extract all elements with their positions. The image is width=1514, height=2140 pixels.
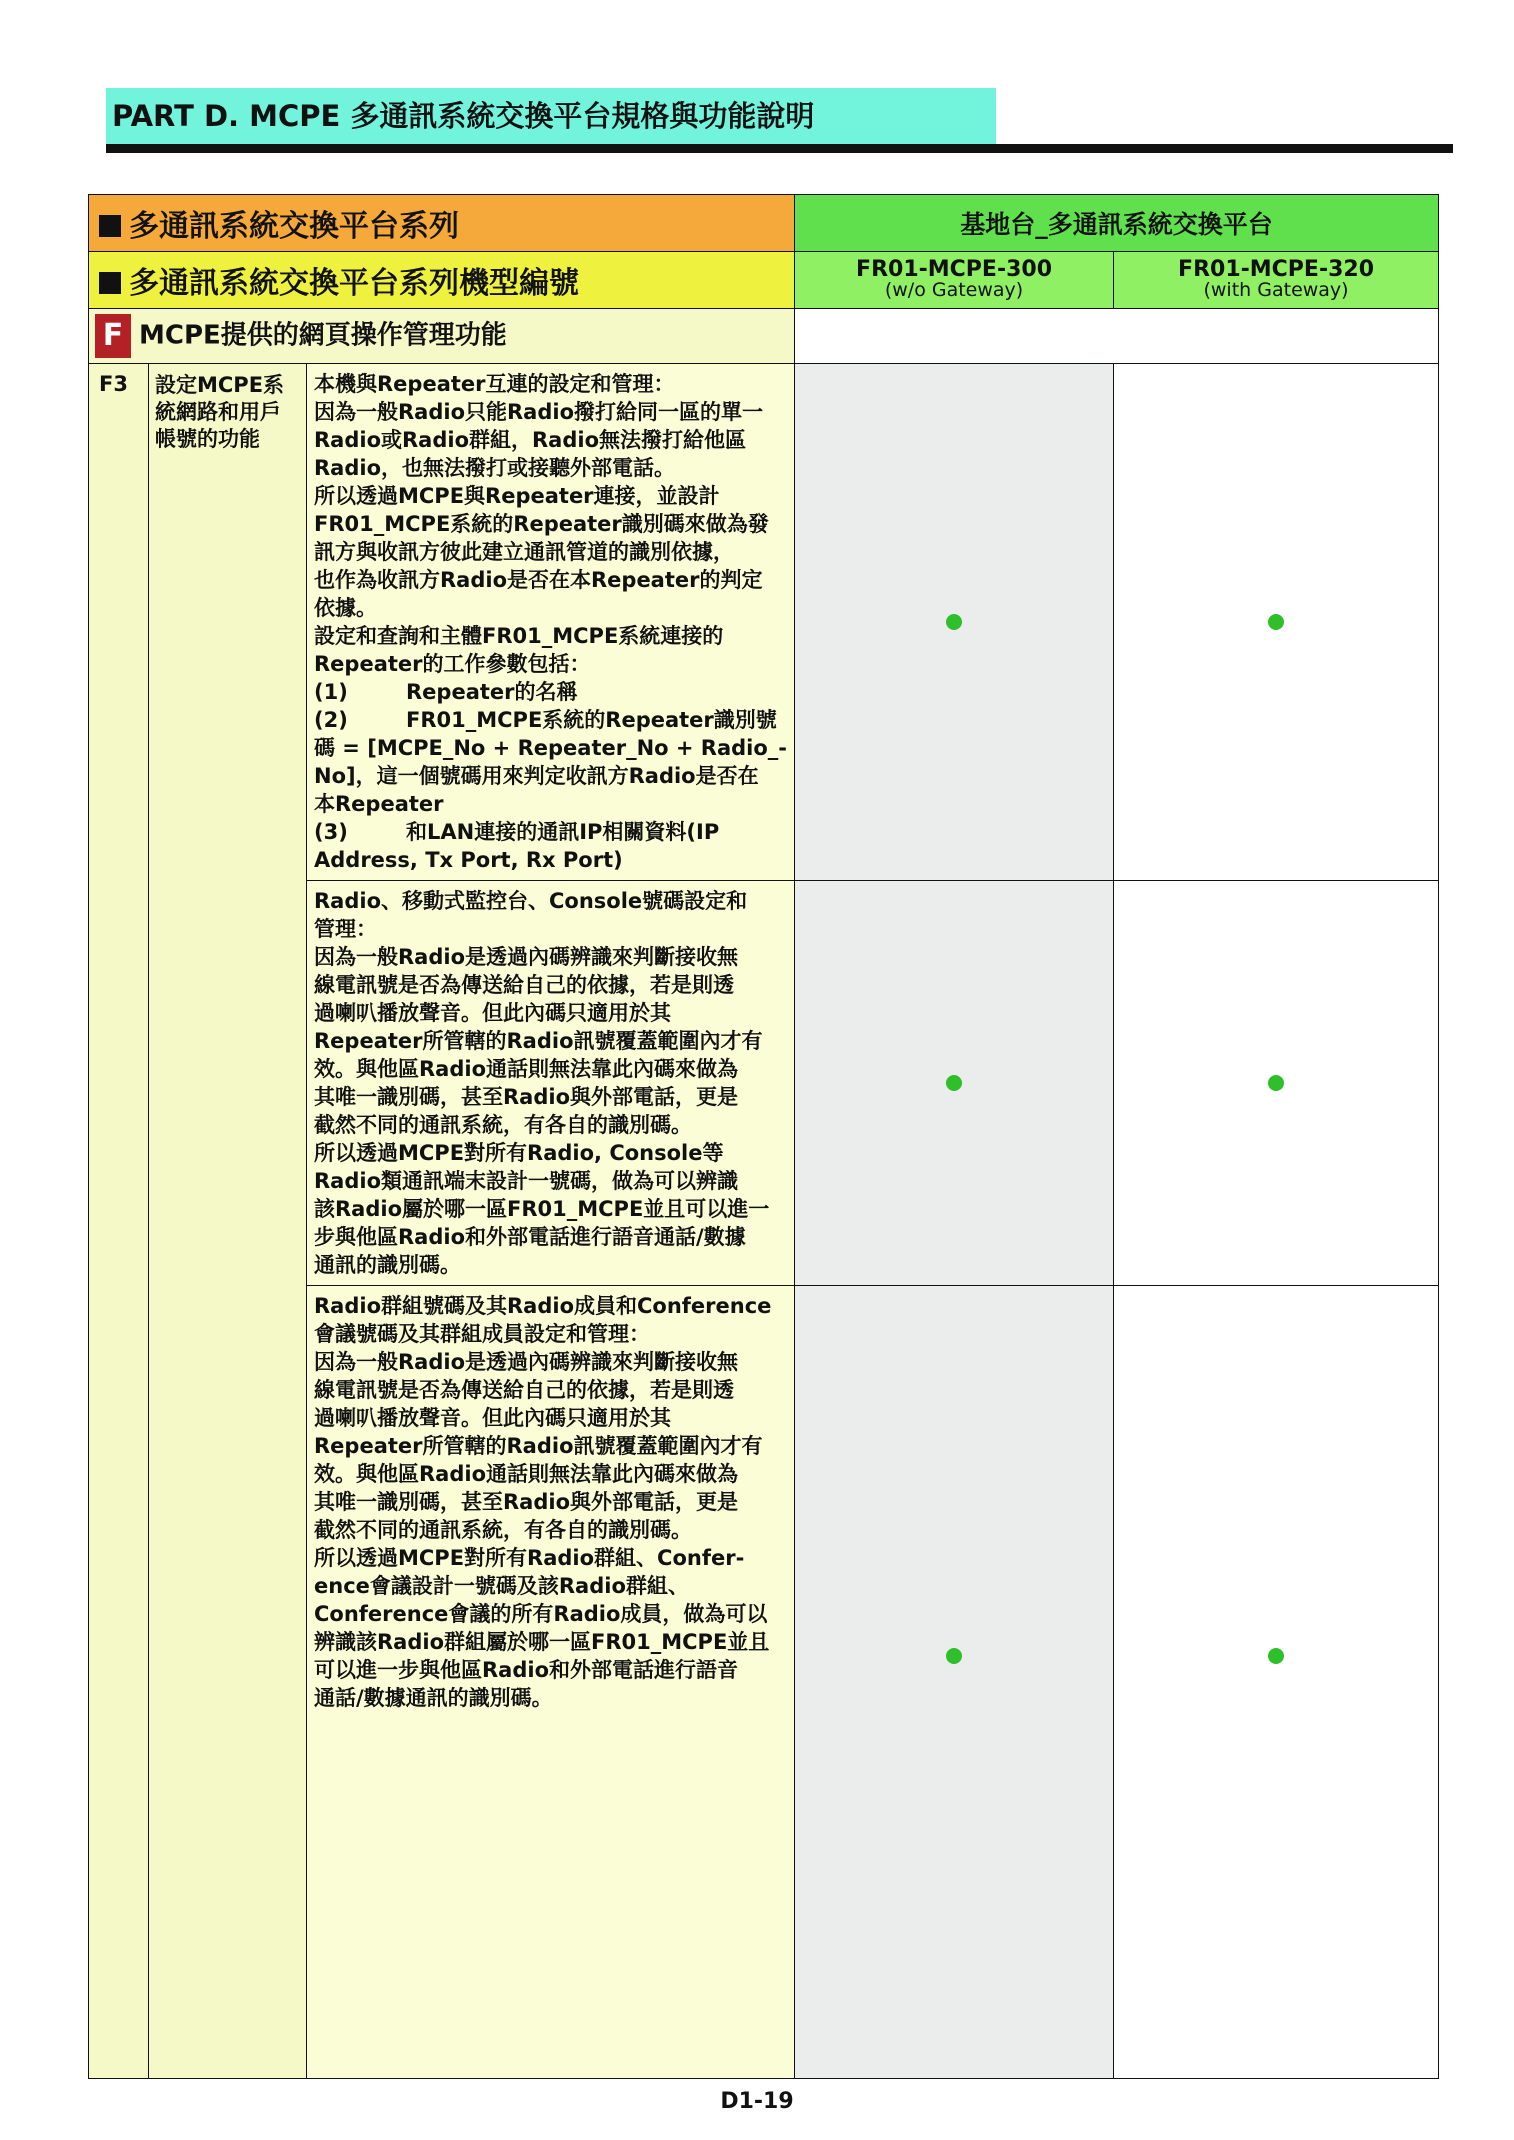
model-header-300 xyxy=(795,252,1114,309)
desc-line: 本機與Repeater互連的設定和管理： xyxy=(314,372,675,396)
list-number: (3) xyxy=(314,820,348,844)
desc-line: 效。與他區Radio通話則無法靠此內碼來做為 xyxy=(314,1462,738,1486)
feature-name-line: 設定MCPE系 xyxy=(155,373,285,397)
list-number: (1) xyxy=(314,680,348,704)
desc-line: Repeater所管轄的Radio訊號覆蓋範圍內才有 xyxy=(314,1029,763,1053)
model-name: FR01-MCPE-300 xyxy=(856,257,1053,282)
feature-description xyxy=(307,881,795,1286)
desc-line: 效。與他區Radio通話則無法靠此內碼來做為 xyxy=(314,1057,738,1081)
page-title: PART D. MCPE 多通訊系統交換平台規格與功能說明 xyxy=(112,99,815,133)
function-cell xyxy=(89,309,795,364)
support-cell-300 xyxy=(795,881,1114,1286)
desc-line: Radio群組號碼及其Radio成員和Conference xyxy=(314,1294,772,1318)
desc-line: 也作為收訊方Radio是否在本Repeater的判定 xyxy=(314,568,763,592)
series-row xyxy=(89,195,1439,252)
model-name: FR01-MCPE-320 xyxy=(1178,257,1375,282)
feature-name-line: 統網路和用戶 xyxy=(155,400,281,424)
supported-dot-icon xyxy=(1268,614,1284,630)
square-bullet-icon xyxy=(99,272,121,294)
desc-line: 會議號碼及其群組成員設定和管理： xyxy=(314,1322,650,1346)
desc-line: 線電訊號是否為傳送給自己的依據，若是則透 xyxy=(314,1378,734,1402)
platform-label: 基地台_多通訊系統交換平台 xyxy=(795,195,1439,252)
desc-line: 碼 = [MCPE_No + Repeater_No + Radio_- xyxy=(314,736,788,760)
desc-line: 步與他區Radio和外部電話進行語音通話/數據 xyxy=(314,1225,746,1249)
support-cell-320 xyxy=(1114,1286,1439,2079)
desc-line: 本Repeater xyxy=(314,792,444,816)
function-row xyxy=(89,309,1439,364)
feature-description xyxy=(307,1286,795,2079)
desc-line: 辨識該Radio群組屬於哪一區FR01_MCPE並且 xyxy=(314,1630,770,1654)
desc-line: Radio，也無法撥打或接聽外部電話。 xyxy=(314,456,675,480)
feature-id: F3 xyxy=(89,364,149,2079)
series-label: 多通訊系統交換平台系列 xyxy=(129,209,459,244)
desc-line: No]，這一個號碼用來判定收訊方Radio是否在 xyxy=(314,764,759,788)
supported-dot-icon xyxy=(946,1648,962,1664)
support-cell-320 xyxy=(1114,881,1439,1286)
square-bullet-icon xyxy=(99,215,121,237)
desc-line: 因為一般Radio只能Radio撥打給同一區的單一 xyxy=(314,400,763,424)
series-cell xyxy=(89,195,795,252)
list-text: Repeater的名稱 xyxy=(406,680,578,704)
desc-line: 設定和查詢和主體FR01_MCPE系統連接的 xyxy=(314,624,724,648)
model-gateway: (with Gateway) xyxy=(1203,279,1349,301)
desc-line: 依據。 xyxy=(314,596,377,620)
desc-line: Radio類通訊端末設計一號碼，做為可以辨識 xyxy=(314,1169,738,1193)
desc-line: 其唯一識別碼，甚至Radio與外部電話，更是 xyxy=(314,1490,738,1514)
desc-list-item xyxy=(314,678,788,706)
desc-line: Radio、移動式監控台、Console號碼設定和 xyxy=(314,889,748,913)
model-label: 多通訊系統交換平台系列機型編號 xyxy=(129,266,579,301)
feature-name-line: 帳號的功能 xyxy=(155,427,260,451)
desc-line: 線電訊號是否為傳送給自己的依據，若是則透 xyxy=(314,973,734,997)
desc-line: ence會議設計一號碼及該Radio群組、 xyxy=(314,1574,689,1598)
desc-line: 截然不同的通訊系統，有各自的識別碼。 xyxy=(314,1518,692,1542)
feature-description xyxy=(307,364,795,881)
supported-dot-icon xyxy=(1268,1648,1284,1664)
supported-dot-icon xyxy=(946,614,962,630)
desc-list-item xyxy=(314,818,788,846)
feature-name xyxy=(149,364,307,2079)
model-header-320 xyxy=(1114,252,1439,309)
desc-line: 過喇叭播放聲音。但此內碼只適用於其 xyxy=(314,1001,671,1025)
support-cell-300 xyxy=(795,364,1114,881)
desc-line: Repeater的工作參數包括： xyxy=(314,652,591,676)
desc-line: 訊方與收訊方彼此建立通訊管道的識別依據， xyxy=(314,540,734,564)
desc-line: 截然不同的通訊系統，有各自的識別碼。 xyxy=(314,1113,692,1137)
desc-list-item xyxy=(314,706,788,734)
spec-table xyxy=(88,194,1439,2079)
desc-line: Address, Tx Port, Rx Port) xyxy=(314,848,623,872)
model-row xyxy=(89,252,1439,309)
desc-line: 該Radio屬於哪一區FR01_MCPE並且可以進一 xyxy=(314,1197,770,1221)
desc-line: Radio或Radio群組，Radio無法撥打給他區 xyxy=(314,428,746,452)
supported-dot-icon xyxy=(1268,1075,1284,1091)
model-cell xyxy=(89,252,795,309)
header-rule xyxy=(106,144,1453,153)
desc-line: 所以透過MCPE對所有Radio群組、Confer- xyxy=(314,1546,745,1570)
desc-line: 通話/數據通訊的識別碼。 xyxy=(314,1686,553,1710)
list-text: FR01_MCPE系統的Repeater識別號 xyxy=(406,708,777,732)
supported-dot-icon xyxy=(946,1075,962,1091)
feature-row xyxy=(89,364,1439,881)
desc-line: 所以透過MCPE對所有Radio, Console等 xyxy=(314,1141,724,1165)
desc-line: FR01_MCPE系統的Repeater識別碼來做為發 xyxy=(314,512,769,536)
function-title: MCPE提供的網頁操作管理功能 xyxy=(139,320,507,351)
desc-line: 通訊的識別碼。 xyxy=(314,1253,461,1277)
desc-line: 可以進一步與他區Radio和外部電話進行語音 xyxy=(314,1658,738,1682)
desc-line: 因為一般Radio是透過內碼辨識來判斷接收無 xyxy=(314,1350,738,1374)
list-text: 和LAN連接的通訊IP相關資料(IP xyxy=(406,820,720,844)
desc-line: Repeater所管轄的Radio訊號覆蓋範圍內才有 xyxy=(314,1434,763,1458)
desc-line: 其唯一識別碼，甚至Radio與外部電話，更是 xyxy=(314,1085,738,1109)
support-cell-320 xyxy=(1114,364,1439,881)
function-empty-cell xyxy=(795,309,1439,364)
function-badge: F xyxy=(95,314,131,358)
desc-line: 管理： xyxy=(314,917,377,941)
support-cell-300 xyxy=(795,1286,1114,2079)
desc-line: 因為一般Radio是透過內碼辨識來判斷接收無 xyxy=(314,945,738,969)
desc-line: Conference會議的所有Radio成員，做為可以 xyxy=(314,1602,768,1626)
desc-line: 所以透過MCPE與Repeater連接，並設計 xyxy=(314,484,720,508)
page-number: D1-19 xyxy=(720,2089,794,2114)
list-number: (2) xyxy=(314,708,348,732)
model-gateway: (w/o Gateway) xyxy=(884,279,1024,301)
desc-line: 過喇叭播放聲音。但此內碼只適用於其 xyxy=(314,1406,671,1430)
